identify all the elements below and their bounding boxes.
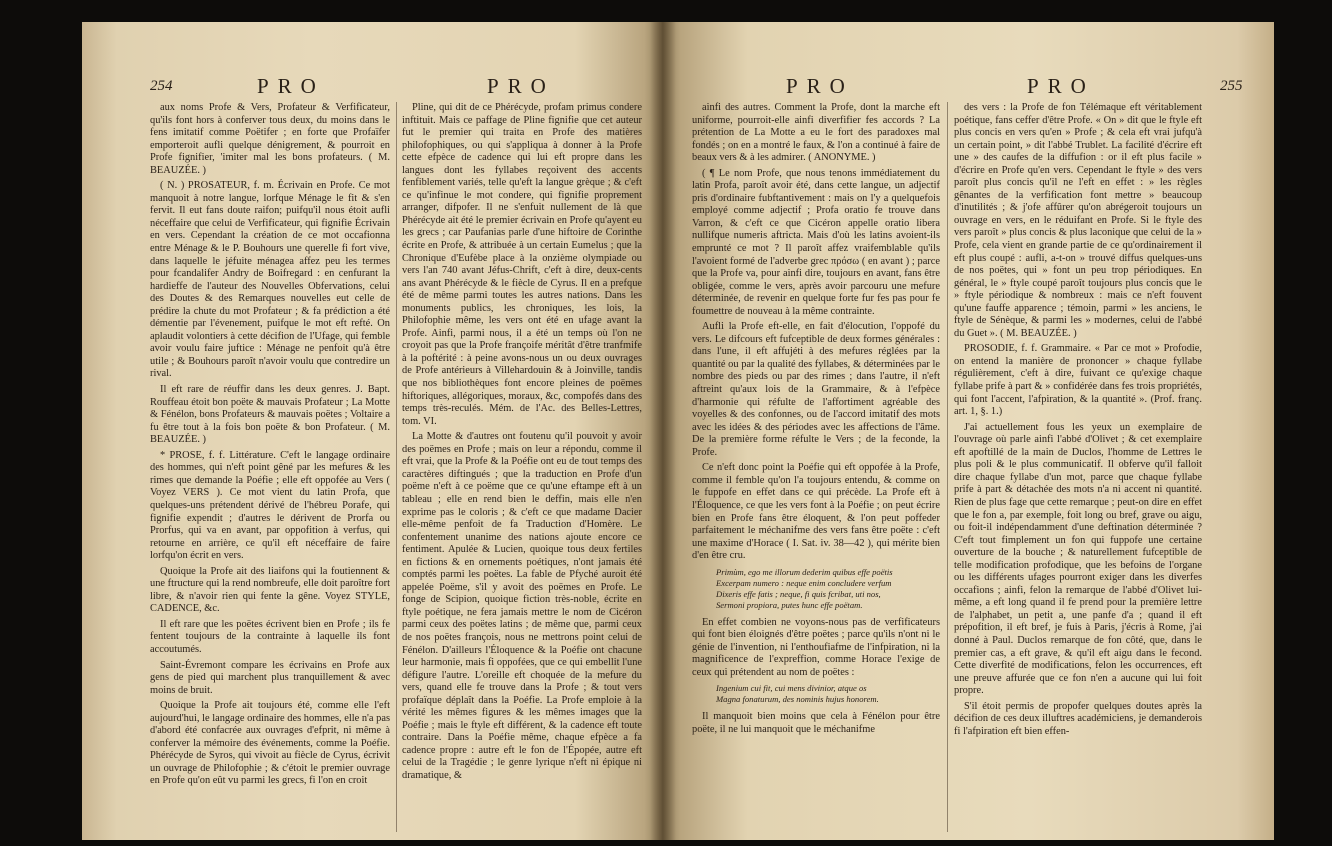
paragraph: ( N. ) PROSATEUR, f. m. Écrivain en Profe. Ce mot manquoit à notre langue, lorfque Ménage le fit & s'en fervit. Il eut fans doute raifon; puifqu'il nous étoit aufli néceffaire que celui de Verfificateur, qui fignifie Écrivain en vers. Cependant la création de ce mot occafionna entre Ménage & le P. Bouhours une querelle fi fort vive, dans laquelle le jéfuite ménagea affez peu les termes pour fcandalifer Andry de Boifregard : en cenfurant la hardieffe de l'auteur des Nouvelles Obfervations, celui des Doutes & des Remarques nouvelles eut celle de prédire la chute du mot Profateur ; & fa prédiction a été démentie par l'évenement, puifque le mot eft refté. On aplaudit volontiers à cette décifion de l'Ufage, qui femble avoir voulu faire juftice : Ménage ne penfoit qu'à être utile ; & Bouhours paroît n'avoir voulu que contredire un rival.	[150, 180, 390, 380]
paragraph: ( ¶ Le nom Profe, que nous tenons immédiatement du latin Profa, paroît avoir été, dans cette langue, un adjectif pris d'ordinaire fubftantivement : mais on l'y a quelquefois employé comme adjectif ; Profa oratio fe trouve dans Varron, & c'eft ce que Cicéron appelle oratio libera nullifque numeris aftricta. Mais d'où les latins avoient-ils emprunté ce mot ? Il paroît affez vraifemblable qu'ils l'avoient formé de l'adverbe grec πρόσω ( en avant ) ; parce que la Profe va, pour ainfi dire, toujours en avant, fans être obligée, comme le vers, après avoir parcouru une mefure déterminée, de revenir en quelque forte fur fes pas pour fe foumettre de nouveau à la même contrainte.	[692, 167, 940, 317]
column-rule-left	[396, 102, 397, 832]
paragraph: PROSODIE, f. f. Grammaire. « Par ce mot » Profodie, on entend la manière de prononcer » chaque fyllabe régulièrement, c'eft à dire, fuivant ce qu'exige chaque fyllabe prife à part & » confidérée dans fes trois propriétés, qui font l'accent, l'afpiration, & la quantité ». (Prof. franç. art. 1, §. 1.)	[954, 343, 1202, 418]
paragraph: En effet combien ne voyons-nous pas de verfificateurs qui font bien éloignés d'être poëtes ; parce qu'ils n'ont ni le génie de l'invention, ni l'enthoufiafme de l'infpiration, ni la magnificence de l'expreffion, comme Horace l'exige de ceux qui prétendent au nom de poëtes :	[692, 616, 940, 678]
running-head-right-2: PRO	[1027, 74, 1095, 98]
running-head-left-1: PRO	[257, 74, 325, 98]
paragraph: Saint-Évremont compare les écrivains en Profe aux gens de pied qui marchent plus tranquillement & avec moins de bruit.	[150, 659, 390, 696]
paragraph: Il eft rare que les poëtes écrivent bien en Profe ; ils fe fentent toujours de la contrainte à laquelle ils font accoutumés.	[150, 618, 390, 655]
horace-quotation-1: Primùm, ego me illorum dederim quibus effe poëtis Excerpam numero : neque enim concludere verfum Dixeris effe fatis ; neque, fi quis fcribat, uti nos, Sermoni propiora, putes hunc effe poëtam.	[716, 566, 893, 610]
paragraph: Quoique la Profe ait des liaifons qui la foutiennent & une ftructure qui la rend nombreufe, elle doit paroître fort libre, & n'avoir rien qui fente la gêne. Voyez STYLE, CADENCE, &c.	[150, 565, 390, 615]
paragraph: Ce n'eft donc point la Poéfie qui eft oppofée à la Profe, comme il femble qu'on l'a toujours entendu, & comme on le fuppofe en effet dans ce qui précède. La Profe eft à l'Éloquence, ce que les vers font à la Poéfie ; on peut écrire bien en Profe fans être éloquent, & l'on peut poffeder parfaitement le méchanifme des vers fans être poëte : c'eft une maxime d'Horace ( I. Sat. iv. 38—42 ), qui mérite bien d'en être cru.	[692, 462, 940, 562]
page-number-left: 254	[150, 78, 173, 94]
page-number-right: 255	[1220, 78, 1243, 94]
left-page	[82, 22, 662, 840]
running-head-right-1: PRO	[786, 74, 854, 98]
right-column-2	[954, 102, 1202, 837]
right-column-1-part-a	[692, 102, 940, 563]
paragraph: J'ai actuellement fous les yeux un exemplaire de l'ouvrage où parle ainfi l'abbé d'Olivet ; & cet exemplaire eft apoftillé de la main de Duclos, l'homme de Lettres le plus poli & le plus communicatif. Il obferve qu'il falloit dire chaque fyllabe d'un mot, parce que chaque fyllabe prife à part & détachée des mots n'a ni accent ni quantité. Rien de plus fage que cette remarque ; peut-on dire en effet que le fon a, par exemple, foit long ou bref, grave ou aigu, ou foit-il indépendamment d'une deftination déterminée ? C'eft tout fimplement un fon qui fuppofe une certaine ouverture de la bouche ; & naturellement fufceptible de telle modification profodique, que les befoins de l'organe ou les différents ufages pourront exiger dans les diverfes occafions ; ainfi, felon la remarque de l'abbé d'Olivet lui-même, a eft long quand il fe prend pour la première lettre de l'alphabet, un petit a, une panfe d'a ; quand il eft prépofition, il eft bref, je fuis à Paris, j'écris à Rome, j'ai donné à Paul. Duclos remarque de fon côté, que, dans le premier cas, a eft grave, & qu'il eft aigu dans le fecond. Cette diverfité de modifications, felon les occurrences, eft une preuve affurée que ce fon n'en a aucune qui lui foit propre.	[954, 421, 1202, 697]
left-column-1	[150, 102, 390, 837]
column-rule-right	[947, 102, 948, 832]
paragraph: Quoique la Profe ait toujours été, comme elle l'eft aujourd'hui, le langage ordinaire des hommes, elle n'a pas d'abord été confacrée aux ouvrages d'efprit, ni même à conferver la mémoire des événements, comme la Poéfie. Phérécyde de Syros, qui vivoit au fiècle de Cyrus, écrivit un ouvrage de Philofophie ; & c'étoit le premier ouvrage en Profe qu'on eût vu parmi les grecs, fi l'on en croit	[150, 700, 390, 787]
paragraph: aux noms Profe & Vers, Profateur & Verfificateur, qu'ils font hors à conferver tous deux, du moins dans le fens imitatif comme Poëtifer ; en forte que Profaïfer emporteroit aufli quelque dénigrement, & pourroit en Profe fignifier, 'imiter mal les bons profateurs. ( M. BEAUZÉE. )	[150, 102, 390, 176]
running-head-left-2: PRO	[487, 74, 555, 98]
paragraph: ainfi des autres. Comment la Profe, dont la marche eft uniforme, pourroit-elle ainfi diverfifier fes accords ? La prétention de La Motte a eu le fort des paradoxes mal fondés ; on en a montré le faux, & l'on a continué à faire de beaux vers & à les admirer. ( ANONYME. )	[692, 102, 940, 164]
right-column-1-part-b	[692, 617, 940, 680]
left-column-2	[402, 102, 642, 837]
paragraph: Aufli la Profe eft-elle, en fait d'élocution, l'oppofé du vers. Le difcours eft fufceptible de deux formes générales : dans l'une, il eft affujéti à des mefures réglées par la quantité ou par la qualité des fyllabes, & déterminées par le nombre des pieds ou par des rimes ; dans l'autre, il n'eft aftreint qu'aux lois de la Grammaire, & à l'efpèce d'harmonie qui réfulte de l'affortiment agréable des voyelles & des confonnes, ou de l'accord imitatif des mots avec les idées & des périodes avec les affections de l'âme. De la première forme réfulte le Vers ; de la feconde, la Profe.	[692, 321, 940, 458]
open-book	[82, 22, 1274, 840]
right-column-1	[692, 102, 940, 837]
paragraph: Il eft rare de réuffir dans les deux genres. J. Bapt. Rouffeau étoit bon poëte & mauvais Profateur ; La Motte & Fénélon, bons Profateurs & mauvais poëtes ; Voltaire a fu être tout à la fois bon poëte & bon Profateur. ( M. BEAUZÉE. )	[150, 384, 390, 446]
paragraph: * PROSE, f. f. Littérature. C'eft le langage ordinaire des hommes, qui n'eft point gêné par les mefures & les rimes que demande la Poéfie ; elle eft oppofée au Vers ( Voyez VERS ). Ce mot vient du latin Profa, que quelques-uns prétendent dérivé de l'hébreu Porafe, qui fignifie expendit ; d'autres le dérivent de Prorfa ou Prorfus, qui va en avant, par oppofition à verfus, qui retourne en arrière, ce qu'il eft néceffaire de faire lorfqu'on écrit en vers.	[150, 449, 390, 562]
paragraph: Il manquoit bien moins que cela à Fénélon pour être poëte, il ne lui manquoit que le méchanifme	[692, 711, 940, 735]
horace-quotation-2: Ingenium cui fit, cui mens divinior, atque os Magna fonaturum, des nominis hujus honorem.	[716, 683, 879, 705]
paragraph: S'il étoit permis de propofer quelques doutes après la décifion de ces deux illuftres académiciens, je demanderois fi l'afpiration eft bien effen-	[954, 700, 1202, 737]
paragraph: La Motte & d'autres ont foutenu qu'il pouvoit y avoir des poëmes en Profe ; mais on leur a répondu, comme il eft vrai, que la Profe & la Poéfie ont eu de tout temps des caractères diftingués ; que la traduction en Profe d'un poëme n'eft à ce poëme que ce qu'une eftampe eft à un tableau ; elle en rend bien le deffin, mais elle n'en exprime pas le coloris ; & c'eft ce que madame Dacier elle-même penfoit de fa Traduction d'Homère. Le confentement unanime des nations ajoute encore ce fentiment. Apulée & Lucien, quoique tous deux fertiles en fictions & en ornements poétiques, n'ont jamais été comptés parmi les poëtes. La fable de Pfyché auroit été appelée Poëme, s'il y avoit des poëmes en Profe. Le fonge de Scipion, quoique fiction très-noble, écrite en ftyle poétique, ne fera jamais mettre le nom de Cicéron parmi ceux des poëtes latins ; de même que, parmi ceux de nos poëtes françois, nous ne mettrons point celui de Fénélon. D'ailleurs l'Éloquence & la Poéfie ont chacune leur harmonie, mais fi oppofées, que ce qui embellit l'une défigure l'autre. L'oreille eft choquée de la mefure du vers, quand elle fe trouve dans la Profe ; & tout vers profaïque déplaît dans la Poéfie. La Profe emploie à la vérité les mêmes figures & les mêmes images que la Poéfie ; mais le ftyle eft différent, & la cadence eft toute contraire. Dans la Poéfie même, chaque efpèce a fa cadence propre : autre eft le fon de l'Épopée, autre eft celui de la Tragédie ; le genre lyrique n'eft ni épique ni dramatique, &	[402, 431, 642, 781]
paragraph: Pline, qui dit de ce Phérécyde, profam primus condere inftituit. Mais ce paffage de Pline fignifie que cet auteur fut le premier qui traita en Profe des matières philofophiques, ou qui s'appliqua à donner à la Profe cette efpèce de cadence qui lui eft propre dans les langues dont les fyllabes reçoivent des accents fenfiblement variés, telle qu'eft la langue grèque ; & c'eft ce qu'infinue le mot condere, qui fignifie proprement arranger, difpofer. Il ne s'enfuit nullement de là que Phérécyde ait été le premier écrivain en Profe qu'ayent eu les grecs ; car Paufanias parle d'une hiftoire de Corinthe écrite en Profe, & attribuée à un certain Eumelus ; que la Chronique d'Eufèbe place à la onzième olympiade ou vers l'an 740 avant Jéfus-Chrift, c'eft à dire, deux-cents ans avant Phérécyde & le fiècle de Cyrus. Il en a prefque été de même parmi toutes les autres nations. Dans les monuments publics, les chroniques, les lois, la Philofophie même, les vers ont été en ufage avant la Profe. Ainfi, parmi nous, il a été un temps où l'on ne croyoit pas que la Profe françoife méritât d'être tranfmife à la poftérité : à peine avons-nous un ou deux ouvrages de Profe antérieurs à Villehardouin & à Joinville, tandis que nos bibliothèques font encore pleines de poëmes hiftoriques, allégoriques, moraux, &c, compofés dans des temps très-reculés. Mém. de l'Ac. des Belles-Lettres, tom. VI.	[402, 102, 642, 427]
paragraph: des vers : la Profe de fon Télémaque eft véritablement poétique, fans ceffer d'être Profe. « On » dit que le ftyle eft plus concis en vers qu'en » Profe ; & cela eft vrai jufqu'à un certain point, » dit l'abbé Trublet. La facilité d'écrire eft une » des caufes de la diffufion : or il eft plus facile » d'écrire en Profe qu'en vers. Cependant le ftyle » des vers paroît plus concis qu'il ne l'eft en effet : » les règles gênantes de la verfification font mettre » beaucoup d'inutilités ; & j'ofe affûrer qu'on abrégeroit toujours un ouvrage en vers, en le réduifant en Profe. Si le ftyle des vers paroît » plus concis & plus laconique que celui de la » Profe, cela vient en grande partie de ce qu'ordinairement il eft plus coupé : aufli, a-t-on » trouvé diffus quelques-uns de nos poëtes, qui » font un peu trop périodiques. En général, le » ftyle coupé paroît toujours plus concis que le » ftyle périodique & nombreux : mais ce n'eft fouvent qu'une fauffe apparence ; témoin, parmi » les anciens, le ftyle de Sénèque, & parmi les » modernes, celui de l'abbé du Guet ». ( M. BEAUZÉE. )	[954, 102, 1202, 339]
book-gutter	[650, 22, 676, 840]
right-column-1-part-c	[692, 711, 940, 736]
right-page	[662, 22, 1274, 840]
